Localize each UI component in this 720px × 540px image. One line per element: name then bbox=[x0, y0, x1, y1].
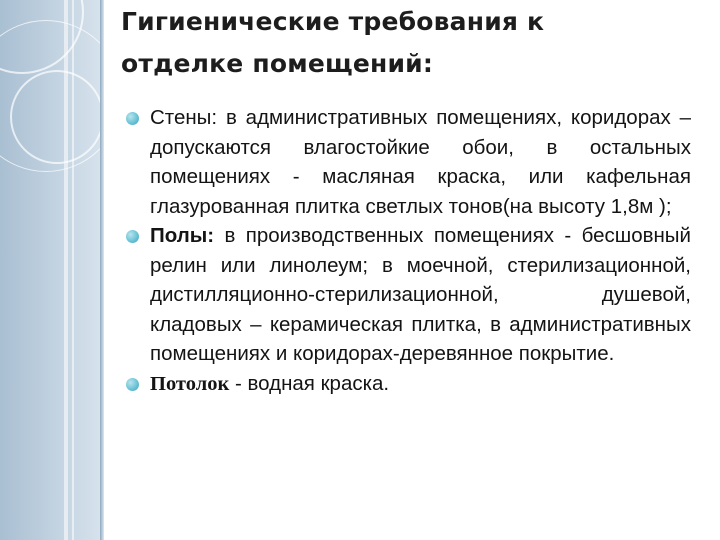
item-term: Полы: bbox=[150, 224, 215, 247]
item-text: - водная краска. bbox=[229, 371, 390, 395]
decorative-sidebar bbox=[0, 0, 100, 540]
title-line-1: Гигиенические требования к bbox=[121, 7, 545, 36]
item-term: Потолок bbox=[150, 372, 230, 395]
title-line-2: отделке помещений: bbox=[121, 49, 434, 78]
slide-title bbox=[121, 0, 681, 85]
item-text: в производственных помещениях - бесшовный релин или линолеум; в моечной, стерилизационной, дистилляционно-стерилизационной, душевой, кладовых – керамическая плитка, в административных помещениях и коридорах-деревянное покрытие. bbox=[150, 224, 691, 365]
item-term: Стены bbox=[150, 106, 212, 129]
list-item-floors bbox=[126, 221, 691, 369]
decorative-ring bbox=[0, 20, 100, 172]
sidebar-divider bbox=[100, 0, 104, 540]
list-item-ceiling bbox=[126, 369, 691, 400]
list-item-walls bbox=[126, 103, 691, 221]
bullet-icon bbox=[126, 378, 139, 391]
bullet-icon bbox=[126, 230, 139, 243]
item-text: : в административных помещениях, коридорах –допускаются влагостойкие обои, в остальных помещениях - масляная краска, или кафельная глазурованная плитка светлых тонов(на высоту 1,8м ); bbox=[150, 106, 691, 218]
bullet-icon bbox=[126, 112, 139, 125]
bullet-list bbox=[126, 103, 691, 399]
